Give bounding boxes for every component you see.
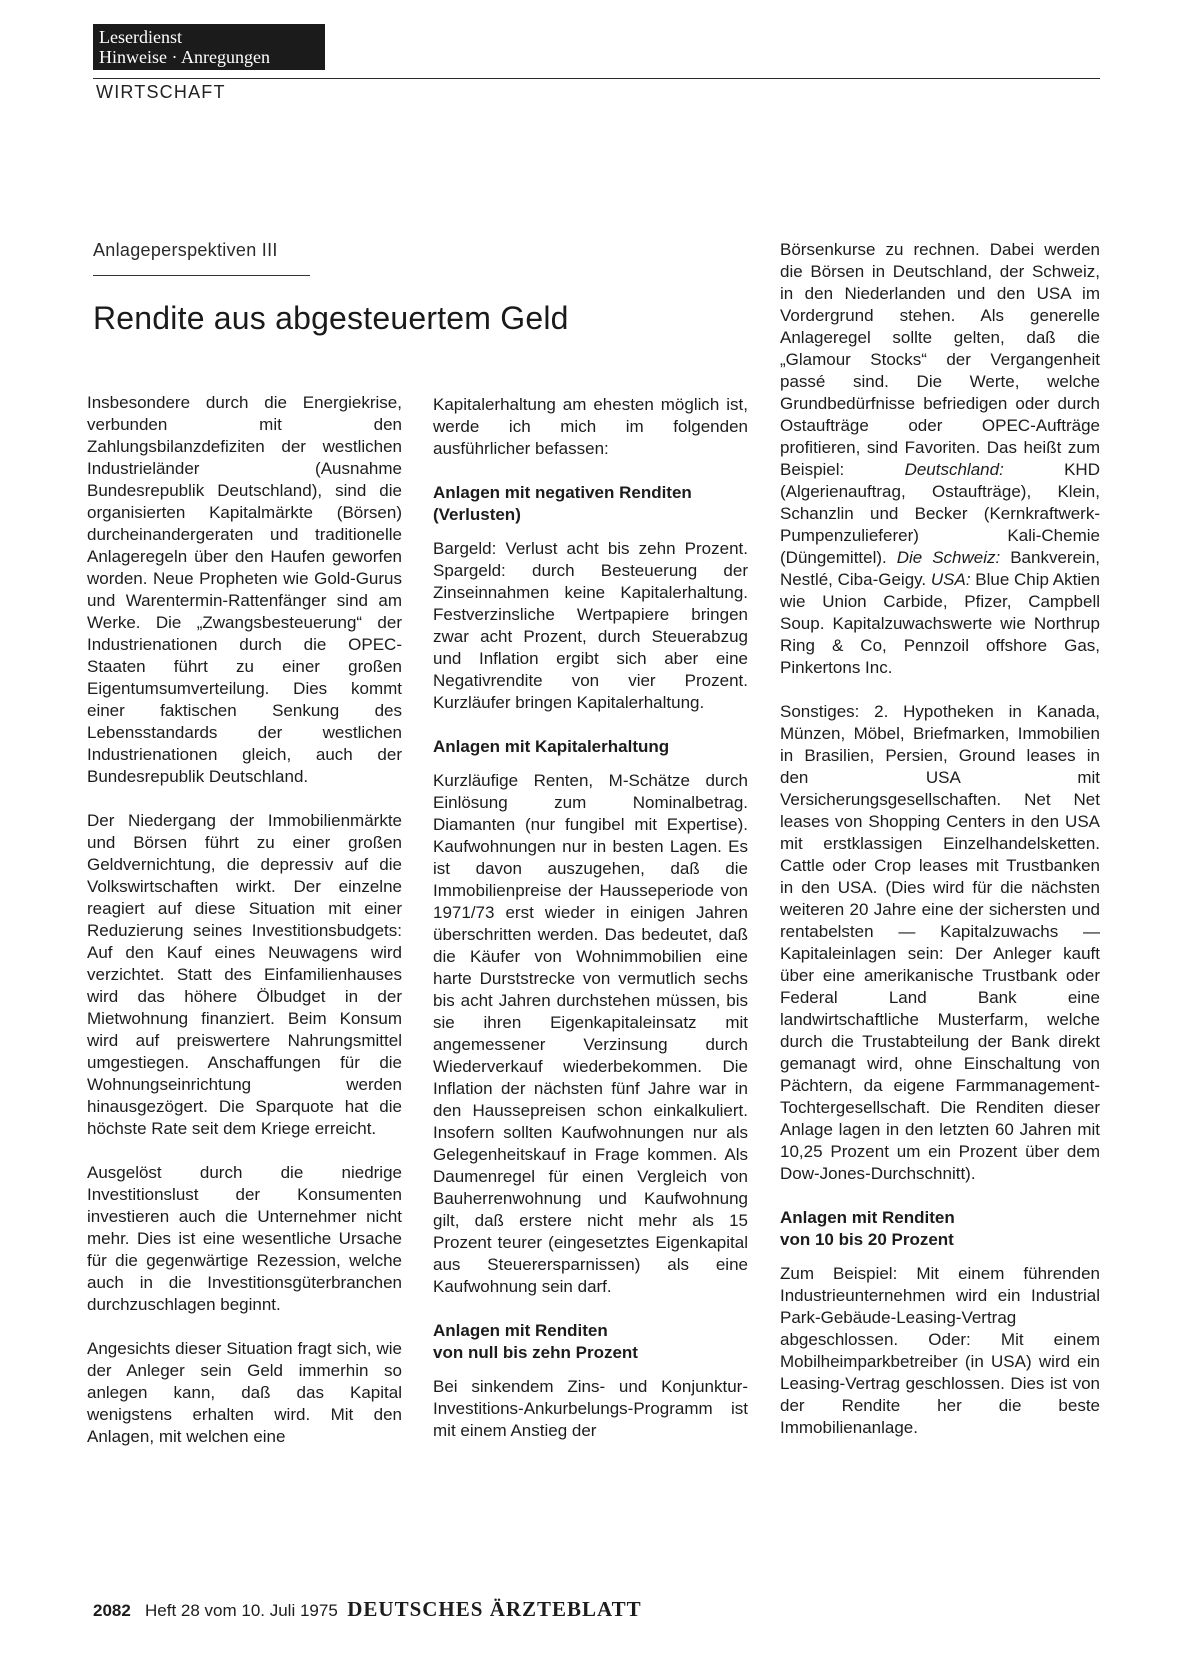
paragraph: Sonstiges: 2. Hypotheken in Kanada, Münzen, Möbel, Briefmarken, Immobilien in Brasilien, Persien, Ground leases in den USA mit Versicherungsgesellschaften. Net Net leases von Shopping Centers in den USA mit erstklassigen Einzelhandelsketten. Cattle oder Crop leases mit Trustbanken in den USA. (Dies wird für die nächsten weiteren 20 Jahre eine der sichersten und rentabelsten — Kapitalzuwachs — Kapitaleinlagen sein: Der Anleger kauft über eine amerikanische Trustbank oder Federal Land Bank eine landwirtschaftliche Musterfarm, welche durch die Trustabteilung der Bank direkt gemanagt wird, ohne Einschaltung von Pächtern, da eigene Farmmanagement-Tochtergesellschaft. Die Renditen dieser Anlage lagen in den letzten 60 Jahren mit 10,25 Prozent um ein Prozent über dem Dow-Jones-Durchschnitt). xyxy=(780,702,1100,1183)
page-footer xyxy=(93,1597,642,1622)
heading-zehn-bis-zwanzig xyxy=(780,1207,1100,1251)
heading-line: von null bis zehn Prozent xyxy=(433,1343,638,1362)
column-3 xyxy=(780,239,1100,1461)
heading-negative: Anlagen mit negativen Renditen (Verlusten) xyxy=(433,483,692,524)
heading-line: Anlagen mit Renditen xyxy=(433,1321,608,1340)
paragraph: Insbesondere durch die Energiekrise, verbunden mit den Zahlungsbilanzdefiziten der westlichen Industrieländer (Ausnahme Bundesrepublik Deutschland), sind die organisierten Kapitalmärkte (Börsen) durcheinandergeraten und traditionelle Anlageregeln über den Haufen geworfen worden. Neue Propheten wie Gold-Gurus und Warentermin-Rattenfänger sind am Werke. Die „Zwangsbesteuerung“ der Industrienationen durch die OPEC-Staaten führt zu einer großen Eigentumsumverteilung. Dies kommt einer faktischen Senkung des Lebensstandards der westlichen Industrienationen gleich, auch der Bundesrepublik Deutschland. xyxy=(87,393,402,786)
country-label: USA: xyxy=(930,570,971,589)
text-run: Börsenkurse zu rechnen. Dabei werden die Börsen in Deutschland, der Schweiz, in den Niederlanden und den USA im Vordergrund stehen. Als generelle Anlageregel sollte gelten, daß die „Glamour Stocks“ der Vergangenheit passé sind. Die Werte, welche Grundbedürfnisse befriedigen oder durch Ostaufträge oder OPEC-Aufträge profitieren, sind Favoriten. Das heißt zum Beispiel: xyxy=(780,240,1100,479)
header-rule xyxy=(93,78,1100,79)
paragraph: Zum Beispiel: Mit einem führenden Industrieunternehmen wird ein Industrial Park-Gebäude-Leasing-Vertrag abgeschlossen. Oder: Mit einem Mobilheimparkbetreiber (in USA) wird ein Leasing-Vertrag geschlossen. Dies ist von der Rendite her die beste Immobilienanlage. xyxy=(780,1264,1100,1437)
heading-line: Anlagen mit Renditen xyxy=(780,1208,955,1227)
paragraph: Bei sinkendem Zins- und Konjunktur-Investitions-Ankurbelungs-Programm ist mit einem Anstieg der xyxy=(433,1377,748,1440)
text-run: Blue Chip Aktien wie Union Carbide, Pfizer, Campbell Soup. Kapitalzuwachswerte wie Northrup Ring & Co, Pennzoil offshore Gas, Pinkertons Inc. xyxy=(780,570,1101,677)
paragraph: Kurzläufige Renten, M-Schätze durch Einlösung zum Nominalbetrag. Diamanten (nur fungibel mit Expertise). Kaufwohnungen nur in besten Lagen. Es ist davon auszugehen, daß die Immobilienpreise der Hausseperiode von 1971/73 erst wieder in einigen Jahren überschritten werden. Das bedeutet, daß die Käufer von Wohnimmobilien eine harte Durststrecke von vermutlich sechs bis acht Jahren durchstehen müssen, bis sie ihren Eigenkapitaleinsatz mit angemessener Verzinsung durch Wiederverkauf wiederbekommen. Die Inflation der nächsten fünf Jahre war in den Haussepreisen schon einkalkuliert. Insofern sollten Kaufwohnungen nur als Gelegenheitskauf in Frage kommen. Als Daumenregel für einen Vergleich von Bauherrenwohnung und Kaufwohnung gilt, daß erstere nicht mehr als 15 Prozent teurer (eingesetztes Eigenkapital aus Steuerersparnissen) als eine Kaufwohnung sein darf. xyxy=(433,771,748,1296)
text-run: Bankverein, Nestlé, Ciba-Geigy. xyxy=(780,548,1100,589)
paragraph: Kapitalerhaltung am ehesten möglich ist, werde ich mich im folgenden ausführlicher befassen: xyxy=(433,395,748,458)
paragraph xyxy=(780,239,1100,679)
leserdienst-label: Leserdienst xyxy=(99,27,182,47)
paragraph: Der Niedergang der Immobilienmärkte und Börsen führt zu einer großen Geldvernichtung, die depressiv auf die Volkswirtschaften wirkt. Der einzelne reagiert auf diese Situation mit einer Reduzierung seines Investitionsbudgets: Auf den Kauf eines Neuwagens wird verzichtet. Statt des Einfamilienhauses wird das höhere Ölbudget in der Mietwohnung finanziert. Beim Konsum wird auf preiswertere Nahrungsmittel umgestiegen. Anschaffungen für die Wohnungseinrichtung werden hinausgezögert. Die Sparquote hat die höchste Rate seit dem Kriege erreicht. xyxy=(87,811,402,1138)
country-label: Deutschland: xyxy=(904,460,1004,479)
country-label: Die Schweiz: xyxy=(896,548,1001,567)
paragraph: Ausgelöst durch die niedrige Investitionslust der Konsumenten investieren auch die Unternehmer nicht mehr. Dies ist eine wesentliche Ursache für die gegenwärtige Rezession, welche auch in die Investitionsgüterbranchen durchzuschlagen beginnt. xyxy=(87,1163,402,1314)
leserdienst-box xyxy=(93,24,325,70)
hinweise-label: Hinweise · Anregungen xyxy=(99,47,270,67)
heading-line: von 10 bis 20 Prozent xyxy=(780,1230,954,1249)
series-underline xyxy=(93,275,310,276)
series-label: Anlageperspektiven III xyxy=(93,240,278,260)
heading-kapitalerhaltung: Anlagen mit Kapitalerhaltung xyxy=(433,737,670,756)
text-run: KHD (Algerienauftrag, Ostaufträge), Klein, Schanzlin und Becker (Kernkraftwerk-Pumpenzulieferer) Kali-Chemie (Düngemittel). xyxy=(780,460,1100,567)
paragraph: Angesichts dieser Situation fragt sich, wie der Anleger sein Geld immerhin so anlegen kann, daß das Kapital wenigstens erhalten wird. Mit den Anlagen, mit welchen eine xyxy=(87,1339,402,1446)
issue-info: Heft 28 vom 10. Juli 1975 xyxy=(145,1601,338,1620)
journal-name: DEUTSCHES ÄRZTEBLATT xyxy=(347,1597,642,1621)
column-1 xyxy=(87,392,402,1470)
column-2 xyxy=(433,394,748,1464)
article-title: Rendite aus abgesteuertem Geld xyxy=(93,300,569,336)
section-label: WIRTSCHAFT xyxy=(96,82,226,102)
paragraph: Bargeld: Verlust acht bis zehn Prozent. Spargeld: durch Besteuerung der Zinseinnahmen keine Kapitalerhaltung. Festverzinsliche Wertpapiere bringen zwar acht Prozent, durch Steuerabzug und Inflation ergibt sich aber eine Negativrendite von vier Prozent. Kurzläufer bringen Kapitalerhaltung. xyxy=(433,539,748,712)
page-number: 2082 xyxy=(93,1601,131,1620)
heading-null-bis-zehn xyxy=(433,1320,748,1364)
